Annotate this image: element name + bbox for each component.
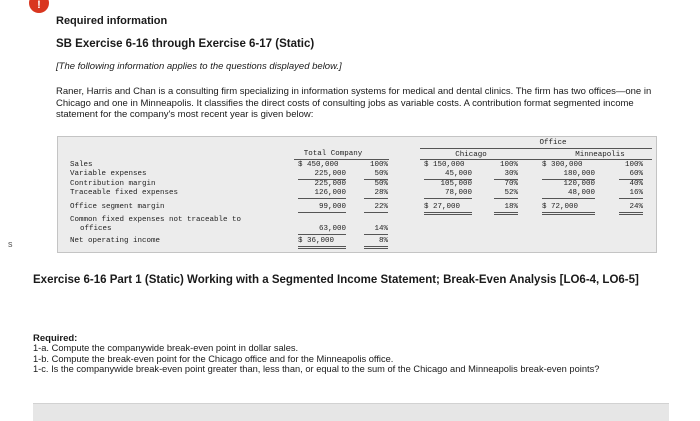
double-underline — [542, 214, 595, 215]
intro-paragraph: Raner, Harris and Chan is a consulting firm specializing in information systems for medical and dental clinics. The firm has two offices—one in Chicago and one in Minneapolis. It classifies the direct costs of consulting jobs as variable costs. A contribution format segmented income statement for the company's most recent year is given below: — [56, 86, 652, 120]
margin-mark: s — [8, 239, 13, 249]
chicago-percent: 30% — [504, 170, 518, 178]
minneapolis-value: 180,000 — [563, 170, 595, 178]
requirement-item: 1-a. Compute the companywide break-even point in dollar sales. — [33, 343, 299, 353]
requirements-list — [33, 343, 663, 375]
segmented-income-statement — [57, 136, 657, 253]
underline — [542, 198, 595, 199]
minneapolis-value: 120,000 — [563, 180, 595, 188]
chicago-percent: 70% — [504, 180, 518, 188]
minneapolis-percent: 16% — [629, 189, 643, 197]
double-underline — [298, 248, 346, 249]
alert-icon: ! — [29, 0, 49, 13]
chicago-value: $ 150,000 — [424, 161, 465, 169]
underline — [619, 198, 643, 199]
underline — [364, 234, 388, 235]
double-underline — [542, 212, 595, 213]
double-underline — [364, 248, 388, 249]
underline — [364, 198, 388, 199]
total-value: $ 450,000 — [298, 161, 339, 169]
underline — [298, 198, 346, 199]
chicago-percent: 52% — [504, 189, 518, 197]
double-underline — [619, 212, 643, 213]
double-underline — [494, 214, 518, 215]
total-percent: 100% — [369, 161, 388, 169]
chicago-value: 78,000 — [444, 189, 472, 197]
total-value: 63,000 — [318, 225, 346, 233]
row-label: Traceable fixed expenses — [70, 189, 179, 197]
minneapolis-value: $ 300,000 — [542, 161, 583, 169]
chicago-value: 105,000 — [440, 180, 472, 188]
row-label: Contribution margin — [70, 180, 156, 188]
underline — [298, 234, 346, 235]
total-value: 99,000 — [318, 203, 346, 211]
double-underline — [619, 214, 643, 215]
requirement-item: 1-c. Is the companywide break-even point greater than, less than, or equal to the sum of the Chicago and Minneapolis break-even points? — [33, 364, 600, 375]
part-title: Exercise 6-16 Part 1 (Static) Working with a Segmented Income Statement; Break-Even Analysis [LO6-4, LO6-5] — [33, 274, 639, 286]
minneapolis-header: Minneapolis — [575, 151, 625, 159]
double-underline — [364, 246, 388, 247]
segment-header-underline — [420, 159, 652, 160]
info-note: [The following information applies to the questions displayed below.] — [56, 61, 342, 72]
underline — [364, 212, 388, 213]
required-label: Required: — [33, 333, 78, 344]
underline — [424, 198, 472, 199]
minneapolis-percent: 100% — [624, 161, 643, 169]
total-company-header: Total Company — [303, 150, 363, 158]
minneapolis-value: $ 72,000 — [542, 203, 579, 211]
exercise-title: SB Exercise 6-16 through Exercise 6-17 (Static) — [56, 38, 315, 50]
total-percent: 14% — [374, 225, 388, 233]
chicago-percent: 18% — [504, 203, 518, 211]
requirement-item: 1-b. Compute the break-even point for the Chicago office and for the Minneapolis office. — [33, 353, 394, 364]
row-label: Variable expenses — [70, 170, 147, 178]
double-underline — [424, 214, 472, 215]
total-value: 225,000 — [314, 180, 346, 188]
office-header: Office — [539, 139, 567, 147]
minneapolis-percent: 40% — [629, 180, 643, 188]
underline — [494, 198, 518, 199]
minneapolis-percent: 24% — [629, 203, 643, 211]
office-header-underline — [420, 148, 652, 149]
chicago-value: 45,000 — [444, 170, 472, 178]
row-label-continued: offices — [80, 225, 112, 233]
row-label: Sales — [70, 161, 93, 169]
row-label: Net operating income — [70, 237, 161, 245]
total-value: 225,000 — [314, 170, 346, 178]
total-percent: 22% — [374, 203, 388, 211]
total-value: 126,000 — [314, 189, 346, 197]
chicago-value: $ 27,000 — [424, 203, 461, 211]
row-label: Common fixed expenses not traceable to — [70, 216, 242, 224]
minneapolis-percent: 60% — [629, 170, 643, 178]
double-underline — [424, 212, 472, 213]
answer-tab-bar[interactable] — [33, 403, 669, 421]
chicago-percent: 100% — [499, 161, 518, 169]
total-percent: 50% — [374, 170, 388, 178]
underline — [298, 212, 346, 213]
double-underline — [298, 246, 346, 247]
total-percent: 50% — [374, 180, 388, 188]
total-percent: 28% — [374, 189, 388, 197]
total-percent: 8% — [378, 237, 388, 245]
total-header-underline — [294, 159, 389, 160]
row-label: Office segment margin — [70, 203, 165, 211]
required-information-heading: Required information — [56, 15, 168, 27]
chicago-header: Chicago — [455, 151, 487, 159]
total-value: $ 36,000 — [298, 237, 335, 245]
double-underline — [494, 212, 518, 213]
minneapolis-value: 48,000 — [567, 189, 595, 197]
